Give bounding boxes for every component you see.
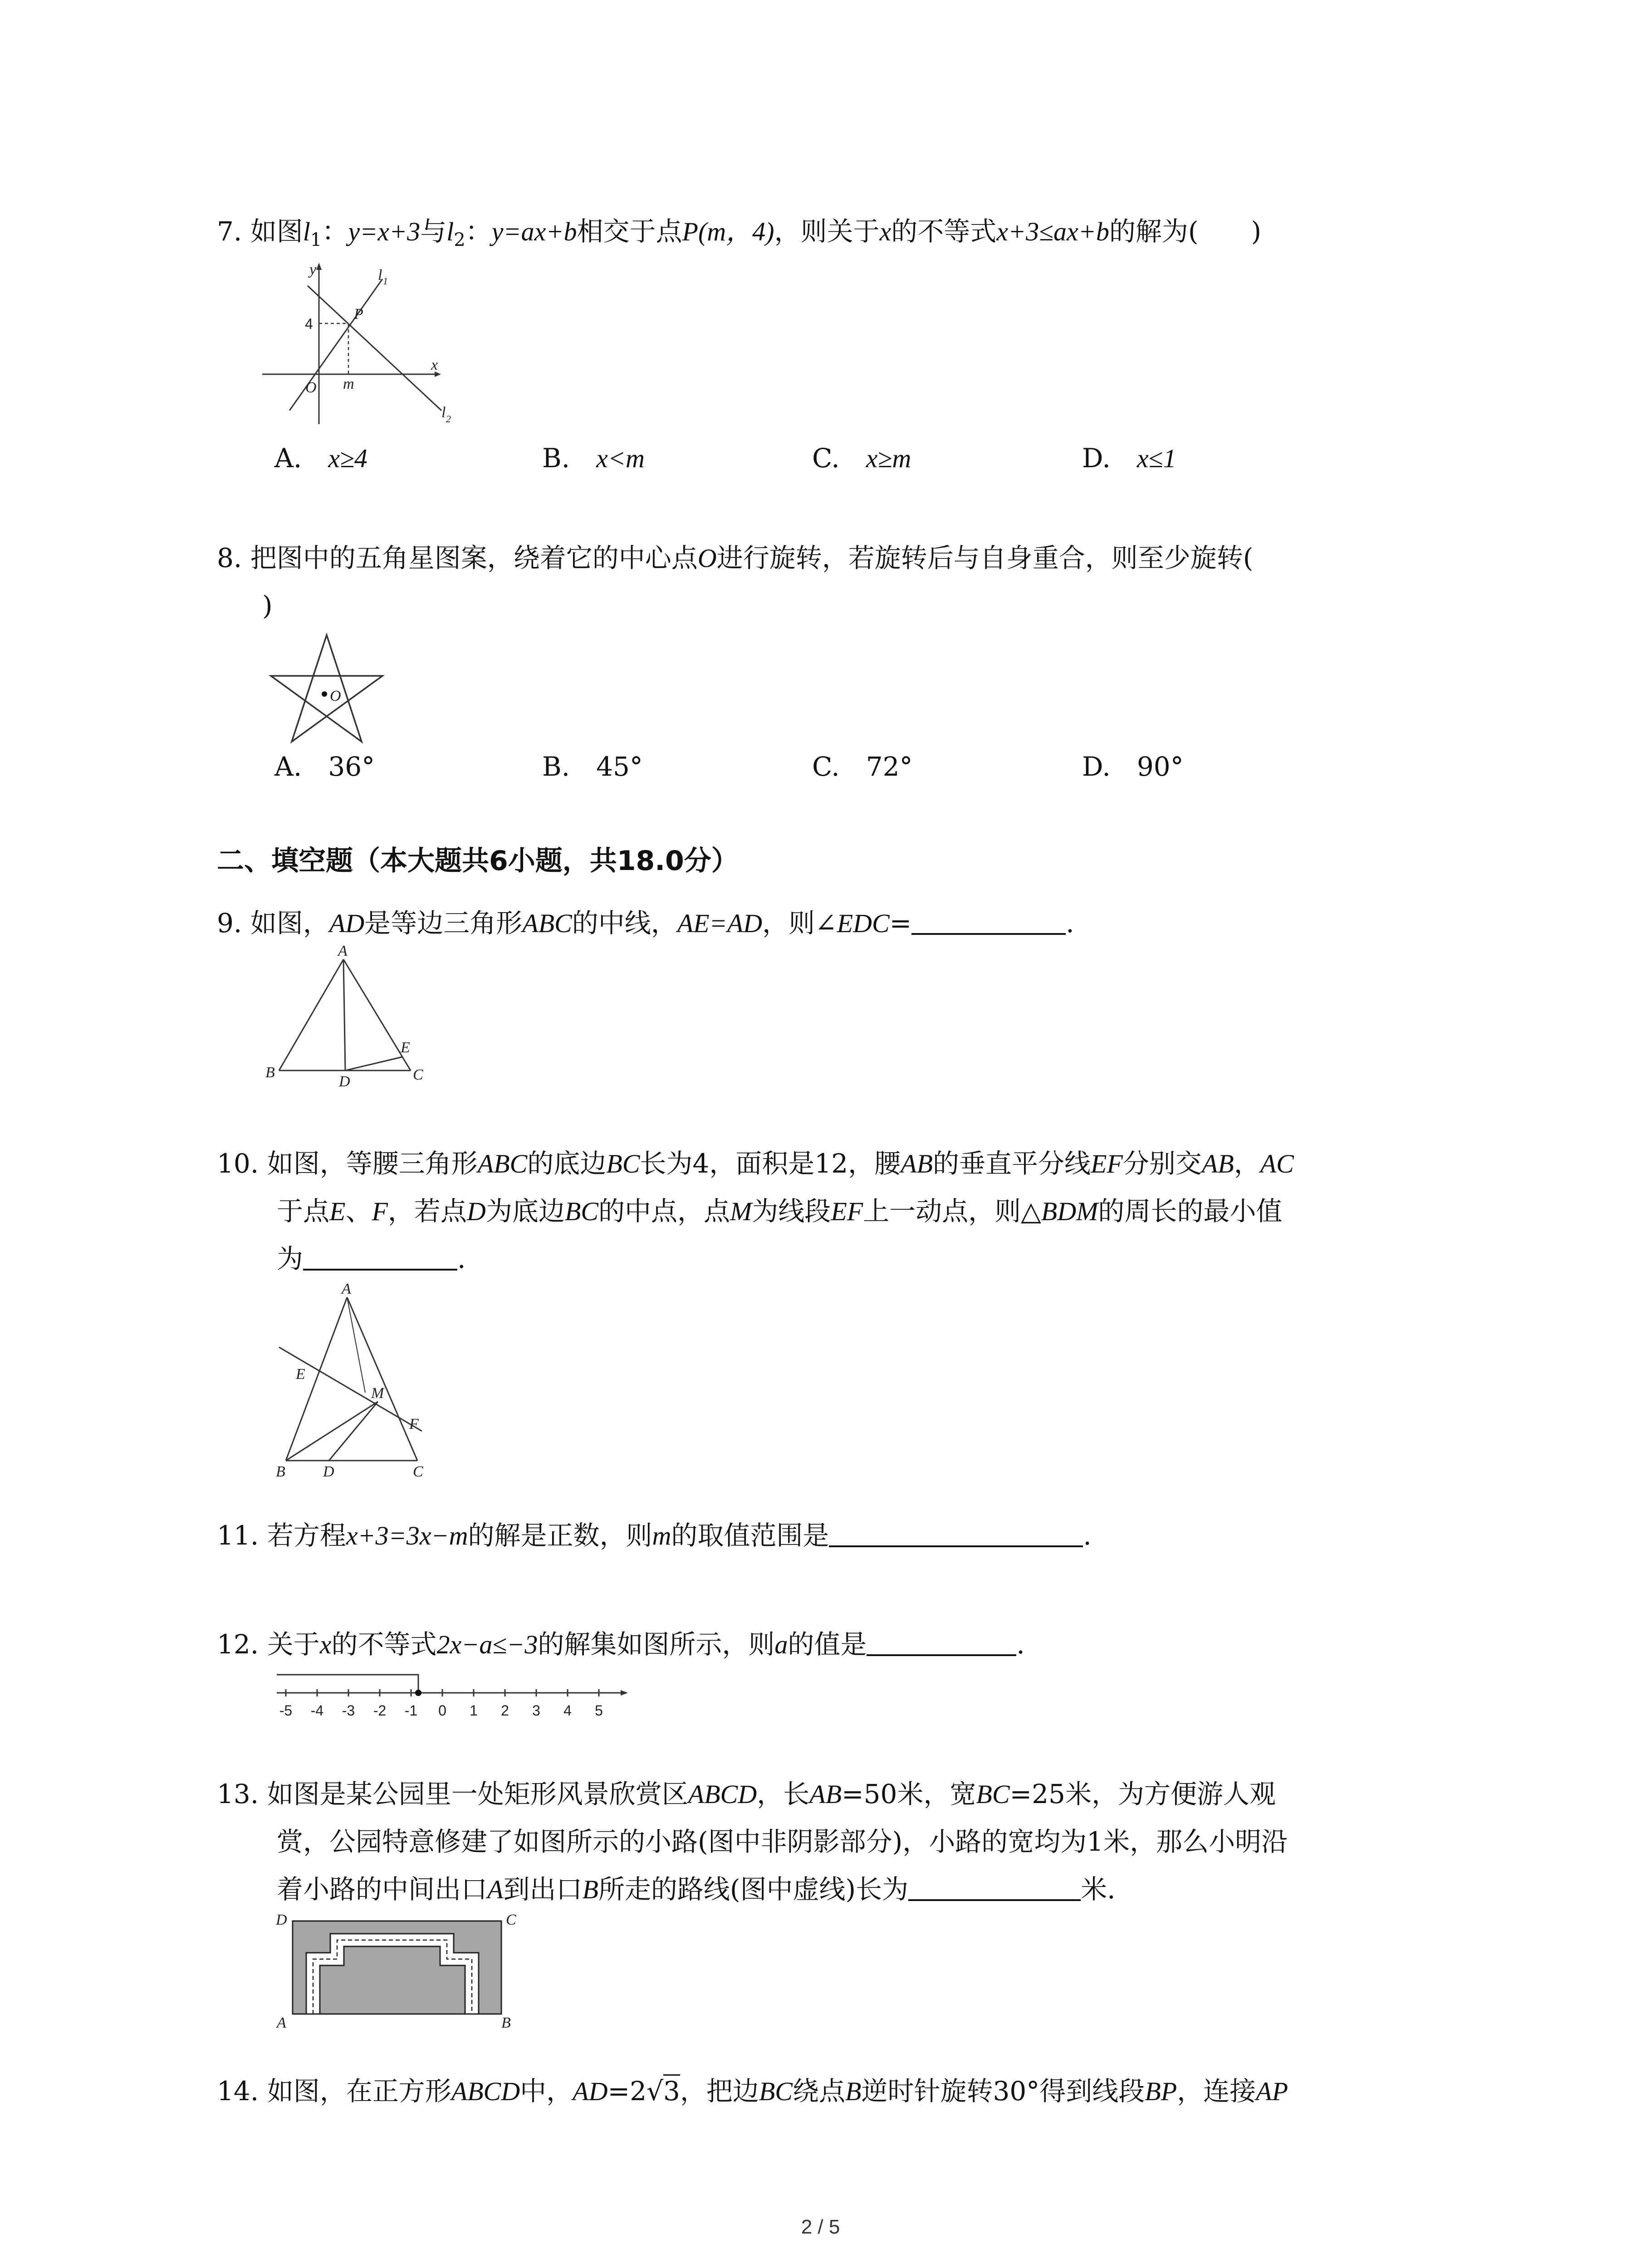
text: ，连接 bbox=[1177, 2076, 1256, 2107]
star-shape bbox=[271, 635, 382, 742]
question-13-line3 bbox=[277, 1871, 1116, 1908]
text: ： bbox=[322, 216, 348, 247]
label-b: B bbox=[501, 2014, 511, 2031]
text: 长为4，面积是12，腰 bbox=[640, 1148, 901, 1179]
text: . bbox=[1066, 908, 1074, 938]
label-l1: l bbox=[378, 267, 382, 284]
question-9 bbox=[217, 905, 1074, 942]
option-letter: D. bbox=[1082, 751, 1111, 782]
question-7 bbox=[217, 213, 1261, 258]
text: ， bbox=[1234, 1148, 1260, 1179]
tick-label: 0 bbox=[438, 1702, 446, 1719]
point-o: O bbox=[697, 543, 717, 573]
tick-label: -1 bbox=[404, 1702, 418, 1719]
answer-blank[interactable] bbox=[303, 1241, 457, 1271]
tick-group bbox=[279, 1689, 603, 1719]
text: 分别交 bbox=[1122, 1148, 1202, 1179]
line-l1: l bbox=[303, 217, 310, 246]
tick-label: -4 bbox=[310, 1702, 324, 1719]
text: =2 bbox=[607, 2076, 647, 2107]
figure-q7-graph bbox=[262, 261, 453, 424]
segment-am bbox=[347, 1297, 365, 1393]
label-b: B bbox=[265, 1064, 275, 1081]
text: 的解集如图所示，则 bbox=[538, 1629, 775, 1660]
text: 的垂直平分线 bbox=[932, 1148, 1091, 1179]
text: 如图，等腰三角形 bbox=[267, 1148, 478, 1179]
option-letter: C. bbox=[812, 751, 840, 782]
arrow-icon bbox=[621, 1690, 628, 1696]
text: 逆时针旋转30°得到线段 bbox=[861, 2076, 1145, 2107]
question-number: 10. bbox=[217, 1148, 259, 1179]
inequality: x+3≤ax+b bbox=[996, 217, 1109, 246]
variable: x bbox=[879, 217, 892, 246]
question-11 bbox=[217, 1517, 1092, 1554]
label-4: 4 bbox=[305, 316, 313, 332]
math: AD bbox=[573, 2077, 608, 2106]
question-8-cont bbox=[262, 587, 273, 624]
text: 如图是某公园里一处矩形风景欣赏区 bbox=[267, 1779, 688, 1809]
text: = bbox=[889, 908, 912, 938]
math: A bbox=[487, 1875, 504, 1904]
option-c[interactable] bbox=[812, 748, 913, 785]
point-p: P(m，4) bbox=[682, 217, 774, 246]
math: BP bbox=[1145, 2077, 1177, 2106]
label-d: D bbox=[339, 1073, 350, 1090]
text: 相交于点 bbox=[577, 216, 682, 247]
angle: EDC bbox=[837, 909, 890, 938]
math: M bbox=[730, 1197, 752, 1226]
question-10 bbox=[217, 1145, 1294, 1182]
tick-label: -3 bbox=[342, 1702, 355, 1719]
segment-de bbox=[345, 1057, 402, 1070]
text: . bbox=[1083, 1520, 1092, 1551]
variable: x bbox=[319, 1630, 332, 1659]
text: 的取值范围是 bbox=[671, 1520, 829, 1551]
question-number: 13. bbox=[217, 1779, 259, 1809]
label-p: P bbox=[354, 306, 363, 323]
figure-q10-triangle bbox=[268, 1279, 458, 1479]
text: =50米，宽 bbox=[842, 1779, 976, 1809]
label-m: m bbox=[343, 376, 354, 392]
math: AB bbox=[809, 1779, 842, 1809]
label-c: C bbox=[413, 1066, 423, 1083]
question-14 bbox=[217, 2073, 1288, 2110]
math: BC bbox=[759, 2077, 793, 2106]
math: D bbox=[466, 1197, 486, 1226]
line-l2: l bbox=[446, 217, 454, 246]
sqrt-value: 3 bbox=[663, 2074, 680, 2107]
line-l2 bbox=[308, 286, 441, 411]
side-ac bbox=[347, 1297, 417, 1461]
math: AC bbox=[1260, 1149, 1294, 1178]
option-text: x≤1 bbox=[1136, 444, 1176, 473]
label-y: y bbox=[309, 261, 317, 278]
variable: a bbox=[774, 1630, 788, 1659]
math: BDM bbox=[1041, 1197, 1098, 1226]
text: 的周长的最小值 bbox=[1098, 1196, 1283, 1227]
tick-label: 3 bbox=[532, 1702, 540, 1719]
equation: AE=AD bbox=[677, 909, 763, 938]
text: 的中点，点 bbox=[598, 1196, 730, 1227]
side-ab bbox=[286, 1297, 347, 1461]
answer-blank[interactable] bbox=[908, 1871, 1081, 1901]
option-b[interactable] bbox=[542, 440, 645, 477]
text: 绕点 bbox=[793, 2076, 846, 2107]
label-l1-sub: 1 bbox=[383, 275, 388, 287]
median-ad bbox=[343, 959, 345, 1070]
math: BC bbox=[606, 1149, 640, 1178]
option-text: x≥4 bbox=[328, 444, 367, 473]
text: 为线段 bbox=[752, 1196, 831, 1227]
page-number: 2 / 5 bbox=[801, 2216, 840, 2238]
option-letter: A. bbox=[274, 443, 302, 474]
text: 为 bbox=[277, 1243, 304, 1274]
math: AP bbox=[1256, 2077, 1288, 2106]
option-d[interactable] bbox=[1082, 440, 1176, 477]
section-title: 二、填空题（本大题共6小题，共18.0分） bbox=[217, 845, 739, 877]
option-text: 72° bbox=[866, 751, 913, 782]
answer-blank[interactable] bbox=[867, 1626, 1016, 1656]
text: 的值是 bbox=[788, 1629, 867, 1660]
option-letter: B. bbox=[542, 443, 570, 474]
text: 与 bbox=[420, 216, 447, 247]
label-a: A bbox=[342, 1281, 351, 1297]
text: 的不等式 bbox=[891, 216, 997, 247]
math: B bbox=[582, 1875, 598, 1904]
answer-blank[interactable] bbox=[911, 905, 1066, 935]
tick-label: 5 bbox=[595, 1702, 603, 1719]
subscript: 2 bbox=[454, 230, 465, 250]
text: 的中线， bbox=[572, 908, 677, 938]
option-text: x≥m bbox=[866, 444, 911, 473]
label-e: E bbox=[296, 1366, 305, 1383]
text: 的底边 bbox=[527, 1148, 607, 1179]
text: ，则∠ bbox=[762, 908, 837, 938]
text: 所走的路线(图中虚线)长为 bbox=[598, 1874, 909, 1905]
text: =25米，为方便游人观 bbox=[1009, 1779, 1276, 1809]
math: EF bbox=[831, 1197, 863, 1226]
math: ABCD bbox=[688, 1779, 757, 1809]
center-point bbox=[322, 691, 327, 697]
question-number: 9. bbox=[217, 908, 242, 938]
sqrt-symbol: √ bbox=[646, 2076, 663, 2107]
equation: x+3=3x−m bbox=[346, 1521, 468, 1550]
text: 如图 bbox=[250, 216, 303, 247]
question-10-line3 bbox=[277, 1241, 465, 1277]
label-d: D bbox=[323, 1463, 334, 1480]
options-q8 bbox=[274, 748, 1363, 785]
equation: y=x+3 bbox=[348, 217, 421, 246]
text: 着小路的中间出口 bbox=[277, 1874, 488, 1905]
text: 的解为( ) bbox=[1109, 216, 1262, 247]
tick-label: 1 bbox=[470, 1702, 478, 1719]
text: 如图， bbox=[250, 908, 329, 938]
text: 为底边 bbox=[485, 1196, 565, 1227]
tick-label: 4 bbox=[563, 1702, 572, 1719]
options-q7 bbox=[274, 440, 1363, 476]
option-letter: A. bbox=[274, 751, 302, 782]
tick-label: -2 bbox=[373, 1702, 387, 1719]
text: ) bbox=[262, 590, 273, 621]
label-l2-sub: 2 bbox=[446, 413, 451, 425]
option-letter: B. bbox=[542, 751, 570, 782]
segment: AD bbox=[329, 909, 365, 938]
math: BC bbox=[976, 1779, 1010, 1809]
triangle: ABC bbox=[522, 909, 572, 938]
subscript: 1 bbox=[310, 230, 322, 250]
option-letter: C. bbox=[812, 443, 840, 474]
solution-ray bbox=[277, 1675, 418, 1693]
text: 上一动点，则△ bbox=[863, 1196, 1041, 1227]
text: 、 bbox=[345, 1196, 372, 1227]
text: . bbox=[1016, 1629, 1025, 1660]
question-number: 12. bbox=[217, 1629, 259, 1660]
figure-q13-park bbox=[272, 1912, 526, 2030]
option-a[interactable] bbox=[274, 748, 375, 785]
label-b: B bbox=[276, 1463, 285, 1480]
question-number: 14. bbox=[217, 2076, 259, 2107]
question-number: 7. bbox=[217, 216, 242, 247]
line-l1 bbox=[289, 279, 382, 411]
y-arrow-icon bbox=[316, 263, 322, 270]
solid-dot bbox=[415, 1690, 421, 1696]
side-ab bbox=[279, 959, 343, 1070]
label-l2: l bbox=[441, 404, 446, 421]
text: ，若点 bbox=[387, 1196, 467, 1227]
label-c: C bbox=[506, 1911, 516, 1928]
math: AB bbox=[901, 1149, 933, 1178]
math: ABC bbox=[477, 1149, 528, 1178]
text: 米. bbox=[1081, 1874, 1116, 1905]
question-13-line2: 赏，公园特意修建了如图所示的小路(图中非阴影部分)，小路的宽均为1米，那么小明沿 bbox=[277, 1826, 1288, 1857]
text: 若方程 bbox=[267, 1520, 346, 1551]
question-10-line2 bbox=[277, 1193, 1282, 1230]
question-number: 11. bbox=[217, 1520, 259, 1551]
option-text: 90° bbox=[1136, 751, 1184, 782]
question-8 bbox=[217, 540, 1253, 577]
equation: y=ax+b bbox=[491, 217, 577, 246]
text: 关于 bbox=[267, 1629, 320, 1660]
text: 到出口 bbox=[503, 1874, 583, 1905]
text: 进行旋转，若旋转后与自身重合，则至少旋转( bbox=[716, 543, 1254, 573]
tick-label: 2 bbox=[501, 1702, 509, 1719]
figure-q8-star bbox=[265, 633, 388, 746]
text: 如图，在正方形 bbox=[267, 2076, 451, 2107]
text: ，把边 bbox=[680, 2076, 759, 2107]
option-text: x<m bbox=[596, 444, 645, 473]
label-o: O bbox=[330, 688, 341, 704]
option-a[interactable] bbox=[274, 440, 367, 477]
segment-dm bbox=[329, 1402, 378, 1461]
label-e: E bbox=[401, 1039, 410, 1056]
math: BC bbox=[564, 1197, 598, 1226]
tick-label: -5 bbox=[279, 1702, 293, 1719]
text: 的不等式 bbox=[331, 1629, 437, 1660]
math: B bbox=[845, 2077, 862, 2106]
option-c[interactable] bbox=[812, 440, 911, 477]
math: F bbox=[372, 1197, 388, 1226]
answer-blank[interactable] bbox=[829, 1517, 1083, 1547]
figure-q9-triangle bbox=[261, 941, 433, 1095]
option-text: 36° bbox=[328, 751, 375, 782]
text: 的解是正数，则 bbox=[468, 1520, 652, 1551]
text: ，长 bbox=[757, 1779, 810, 1809]
text: 中， bbox=[520, 2076, 573, 2107]
label-f: F bbox=[409, 1416, 419, 1432]
option-text: 45° bbox=[596, 751, 643, 782]
text: ，则关于 bbox=[774, 216, 880, 247]
text: 于点 bbox=[277, 1196, 330, 1227]
question-13 bbox=[217, 1776, 1276, 1813]
variable: m bbox=[652, 1521, 671, 1550]
text: 是等边三角形 bbox=[364, 908, 523, 938]
label-d: D bbox=[276, 1911, 287, 1928]
option-letter: D. bbox=[1082, 443, 1111, 474]
math: E bbox=[329, 1197, 346, 1226]
option-b[interactable] bbox=[542, 748, 643, 785]
text: . bbox=[457, 1243, 466, 1274]
label-o: O bbox=[305, 379, 317, 396]
math: EF bbox=[1090, 1149, 1123, 1178]
figure-q12-number-line bbox=[272, 1674, 631, 1719]
segment-bm bbox=[286, 1402, 378, 1461]
math: AB bbox=[1201, 1149, 1234, 1178]
text: ： bbox=[465, 216, 492, 247]
question-number: 8. bbox=[217, 543, 242, 573]
inequality: 2x−a≤−3 bbox=[436, 1630, 538, 1659]
label-a: A bbox=[277, 2014, 286, 2031]
label-m: M bbox=[371, 1385, 384, 1402]
text: 把图中的五角星图案，绕着它的中心点 bbox=[250, 543, 698, 573]
option-d[interactable] bbox=[1082, 748, 1184, 785]
label-x: x bbox=[431, 357, 438, 373]
math: ABCD bbox=[451, 2077, 520, 2106]
label-a: A bbox=[338, 943, 348, 959]
question-12 bbox=[217, 1626, 1025, 1663]
label-c: C bbox=[413, 1463, 423, 1480]
